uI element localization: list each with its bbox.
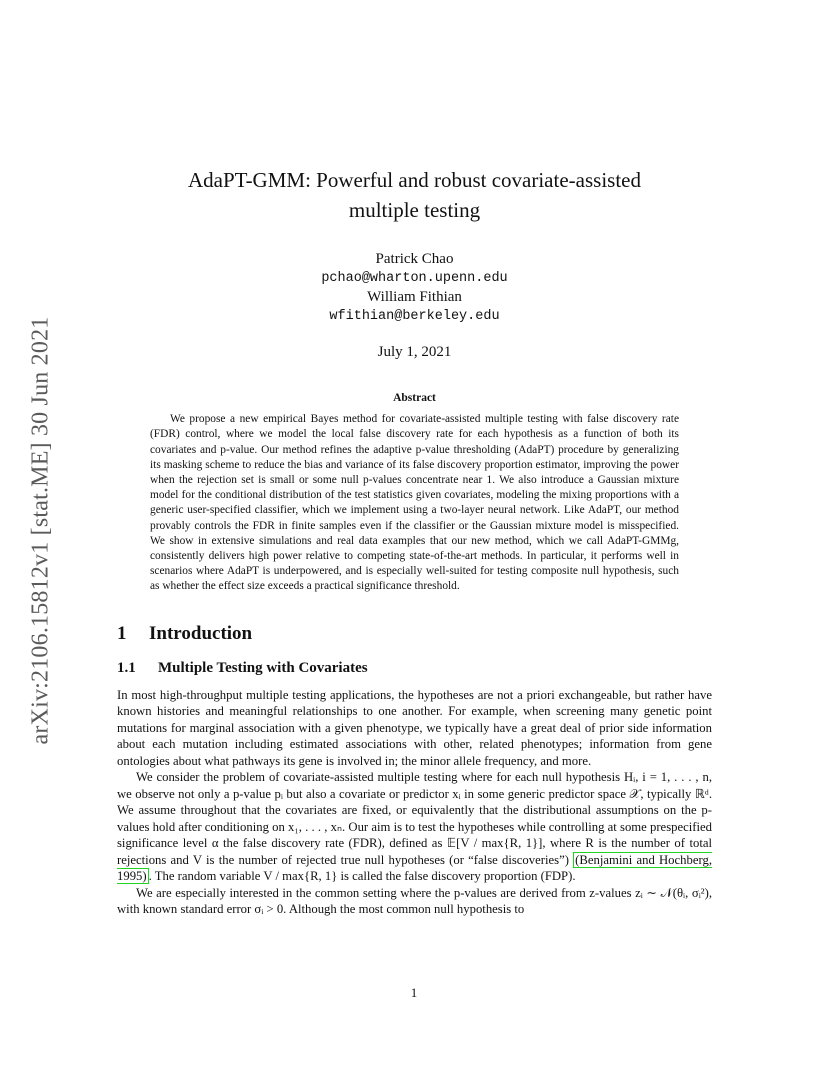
arxiv-sidebar [24,285,58,775]
section-title: Introduction [149,622,253,644]
paper-page [117,165,712,918]
body-paragraph: We are especially interested in the common setting where the p-values are derived from z-values zᵢ ∼ 𝒩(θᵢ, σᵢ²), with known standard error σᵢ > 0. Although the most common null hypothesis to [117,885,712,917]
abstract [150,391,679,595]
arxiv-identifier: arXiv:2106.15812v1 [stat.ME] 30 Jun 2021 [27,316,54,744]
title-line-2: multiple testing [348,198,481,222]
author-block [117,250,712,326]
subsection-number: 1.1 [117,659,136,676]
abstract-text: We propose a new empirical Bayes method for covariate-assisted multiple testing with false discovery rate (FDR) control, where we model the local false discovery rate for each hypothesis as a function of both its covariates and p-value. Our method refines the adaptive p-value thresholding (AdaPT) procedure by generalizing its masking scheme to reduce the bias and variance of its false discovery proportion estimator, improving the power when the rejection set is small or some null p-values concentrate near 1. We also introduce a Gaussian mixture model for the conditional distribution of the test statistics given covariates, modeling the mixing proportions with a generic user-specified classifier, which we implement using a two-layer neural network. Like AdaPT, our method provably controls the FDR in finite samples even if the classifier or the Gaussian mixture model is misspecified. We show in extensive simulations and real data examples that our new method, which we call AdaPT-GMMg, consistently delivers high power relative to competing state-of-the-art methods. In particular, it performs well in scenarios where AdaPT is underpowered, and is especially well-suited for testing composite null hypothesis, such as whether the effect size exceeds a practical significance threshold. [150,413,679,593]
subsection-title: Multiple Testing with Covariates [158,659,368,676]
paragraph-text: . The random variable V / max{R, 1} is called the false discovery proportion (FDP). [148,869,576,884]
body-paragraph [117,769,712,885]
author-email: pchao@wharton.upenn.edu [321,271,508,286]
author-name: William Fithian [367,289,462,305]
author-name: Patrick Chao [375,251,454,267]
paragraph-text: We consider the problem of covariate-assisted multiple testing where for each null hypothesis Hᵢ, i = 1, . . . , n, we observe not only a p-value pᵢ but also a covariate or predictor xᵢ in some generic predictor space 𝒳, typically ℝᵈ. We assume throughout that the covariates are fixed, or equivalently that the distributional assumptions on the p-values hold after conditioning on x₁, . . . , xₙ. Our aim is to test the hypotheses while controlling at some prespecified significance level α the false discovery rate (FDR), defined as 𝔼[V / max{R, 1}], where R is the number of total rejections and V is the number of rejected true null hypotheses (or “false discoveries”) [117,770,712,867]
subsection-heading [117,660,712,677]
section-number: 1 [117,622,127,644]
section-heading [117,623,712,645]
paper-title [117,165,712,225]
paper-date: July 1, 2021 [377,344,452,360]
title-line-1: AdaPT-GMM: Powerful and robust covariate-assisted [188,168,641,192]
author-email: wfithian@berkeley.edu [329,309,500,324]
citation-link[interactable]: (Benjamini and Hochberg, 1995) [117,852,712,884]
body-paragraph: In most high-throughput multiple testing applications, the hypotheses are not a priori exchangeable, but rather have known histories and meaningful relationships to one another. For example, when screening many genetic point mutations for marginal association with a given phenotype, we typically have a great deal of prior side information about each mutation including estimated associations with other, related phenotypes; information from gene ontologies about what pathways its gene is involved in; the minor allele frequency, and more. [117,687,712,768]
abstract-heading: Abstract [393,392,436,404]
page-number: 1 [410,985,418,1000]
